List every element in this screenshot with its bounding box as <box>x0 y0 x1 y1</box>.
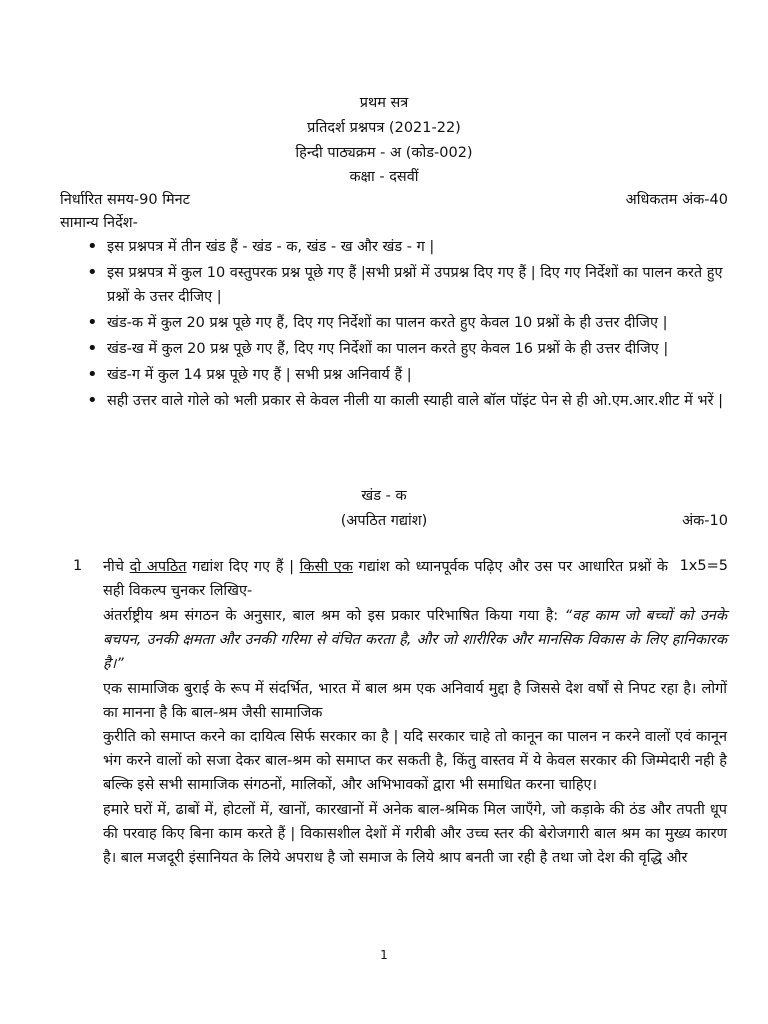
section-title: खंड - क <box>361 488 407 504</box>
section-marks: अंक-10 <box>682 513 728 529</box>
page-number: 1 <box>380 948 388 962</box>
paper-title: प्रतिदर्श प्रश्नपत्र (2021-22) <box>307 120 461 136</box>
passage-quote: “वह काम जो बच्चों को उनके बचपन, उनकी क्षमता और उनकी गरिमा से वंचित करता है, और जो शारीरिक और मानसिक विकास के लिए हानिकारक है।” <box>103 608 727 673</box>
question-text-start: नीचे <box>103 559 130 575</box>
question-number: 1 <box>73 558 83 574</box>
passage-paragraph-3: हमारे घरों में, ढाबों में, होटलों में, खानों, कारखानों में अनेक बाल-श्रमिक मिल जाएँगे, जो कड़ाके की ठंड और तपती धूप की परवाह किए बिना काम करते हैं | विकासशील देशों में गरीबी और उच्च स्तर की बेरोजगारी बाल श्रम का मुख्य कारण है। बाल मजदूरी इंसानियत के लिये अपराध है जो समाज के लिये श्राप बनती जा रही है तथा जो देश की वृद्धि और <box>103 801 727 867</box>
underlined-two-unseen: दो अपठित <box>129 559 187 575</box>
instruction-item: • खंड-क में कुल 20 प्रश्न पूछे गए हैं, दिए गए निर्देशों का पालन करते हुए केवल 10 प्रश्नों के ही उत्तर दीजिए | <box>87 311 727 335</box>
term-title: प्रथम सत्र <box>359 95 409 111</box>
passage-paragraph-1: एक सामाजिक बुराई के रूप में संदर्भित, भारत में बाल श्रम एक अनिवार्य मुद्दा है जिससे देश वर्षों से निपट रहा है। लोगों का मानना है कि बाल-श्रम जैसी सामाजिक <box>103 680 727 721</box>
passage-paragraph-2: कुरीति को समाप्त करने का दायित्व सिर्फ सरकार का है | यदि सरकार चाहे तो कानून का पालन न करने वालों एवं कानून भंग करने वालों को सजा देकर बाल-श्रम को समाप्त कर सकती है, किंतु वास्तव में ये केवल सरकार की जिम्मेदारी नही है बल्कि इसे सभी सामाजिक संगठनों, मालिकों, और अभिभावकों द्वारा भी समाधित करना चाहिए। <box>103 729 727 794</box>
passage-intro: अंतर्राष्ट्रीय श्रम संगठन के अनुसार, बाल श्रम को इस प्रकार परिभाषित किया गया है: <box>103 608 565 624</box>
question-text <box>103 555 668 603</box>
question-text-middle: गद्यांश दिए गए हैं | <box>186 559 300 575</box>
course-title: हिन्दी पाठ्यक्रम - अ (कोड-002) <box>295 145 473 161</box>
instruction-item: • इस प्रश्नपत्र में तीन खंड हैं - खंड - क, खंड - ख और खंड - ग | <box>87 235 727 259</box>
time-allowed: निर्धारित समय-90 मिनट <box>60 192 190 208</box>
instruction-item: • सही उत्तर वाले गोले को भली प्रकार से केवल नीली या काली स्याही वाले बॉल पॉइंट पेन से ही ओ.एम.आर.शीट में भरें | <box>87 389 727 413</box>
underlined-any-one: किसी एक <box>299 559 353 575</box>
instructions-title: सामान्य निर्देश- <box>60 215 138 231</box>
instruction-item: • खंड-ख में कुल 20 प्रश्न पूछे गए हैं, दिए गए निर्देशों का पालन करते हुए केवल 16 प्रश्नों के ही उत्तर दीजिए | <box>87 337 727 361</box>
question-marks: 1x5=5 <box>679 558 728 574</box>
class-title: कक्षा - दसवीं <box>349 169 419 185</box>
passage <box>103 604 727 870</box>
instruction-item: • इस प्रश्नपत्र में कुल 10 वस्तुपरक प्रश्न पूछे गए हैं |सभी प्रश्नों में उपप्रश्न दिए गए हैं | दिए गए निर्देशों का पालन करते हुए प्रश्नों के उत्तर दीजिए | <box>87 261 727 309</box>
instruction-item: • खंड-ग में कुल 14 प्रश्न पूछे गए हैं | सभी प्रश्न अनिवार्य हैं | <box>87 363 727 387</box>
instruction-list <box>87 235 727 415</box>
section-subtitle: (अपठित गद्यांश) <box>340 513 428 529</box>
max-marks: अधिकतम अंक-40 <box>625 192 728 208</box>
passage-intro-paragraph <box>103 604 727 677</box>
question-text-end: गद्यांश को ध्यानपूर्वक पढ़िए और उस पर आधारित प्रश्नों के सही विकल्प चुनकर लिखिए- <box>103 559 669 600</box>
